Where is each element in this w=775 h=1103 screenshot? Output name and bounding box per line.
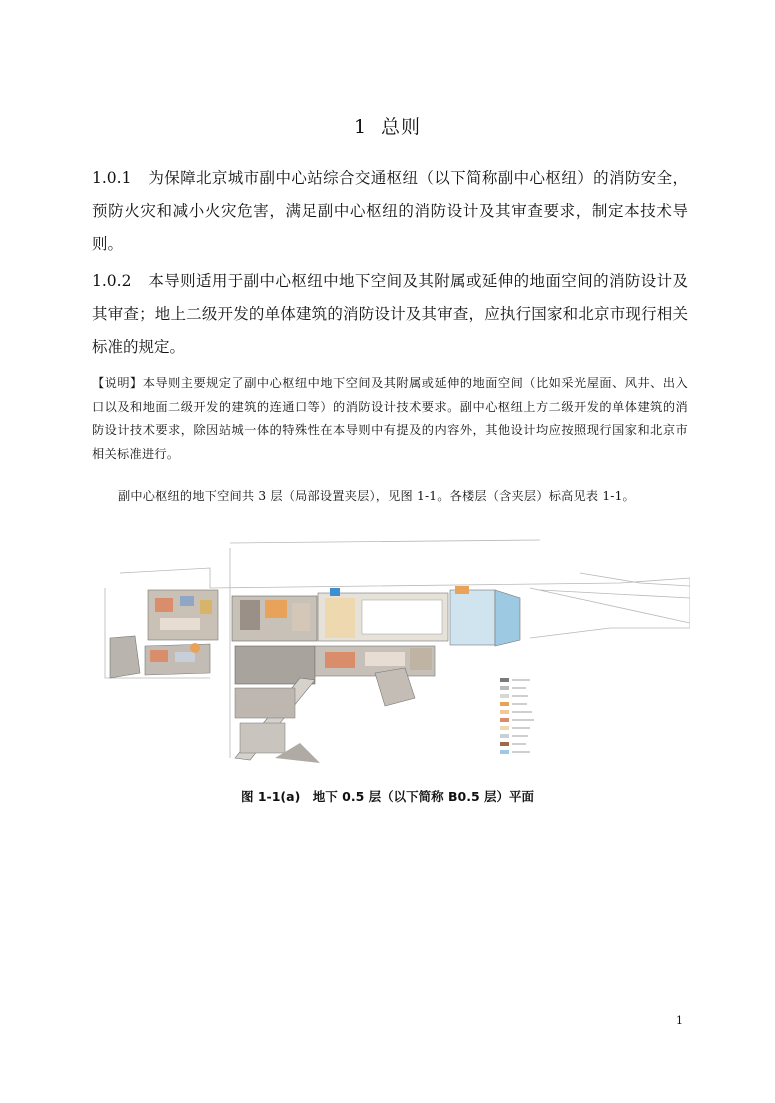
chapter-title: 总则 xyxy=(381,116,422,138)
clause-code: 1.0.1 xyxy=(92,169,132,187)
chapter-number: 1 xyxy=(353,116,368,138)
clause-text: 本导则适用于副中心枢纽中地下空间及其附属或延伸的地面空间的消防设计及其审查；地上二级开发的单体建筑的消防设计及其审查，应执行国家和北京市现行相关标准的规定。 xyxy=(92,272,688,356)
floor-plan-figure xyxy=(100,528,690,766)
clause-text: 为保障北京城市副中心站综合交通枢纽（以下简称副中心枢纽）的消防安全，预防火灾和减小火灾危害，满足副中心枢纽的消防设计及其审查要求，制定本技术导则。 xyxy=(92,169,688,253)
floor-plan-drawing xyxy=(100,528,690,766)
clause-1-0-2 xyxy=(92,265,688,364)
legend xyxy=(500,678,534,754)
central-station-block xyxy=(232,586,520,646)
page-number: 1 xyxy=(676,1014,683,1027)
figure-caption: 图 1-1(a) 地下 0.5 层（以下简称 B0.5 层）平面 xyxy=(240,789,535,804)
page-title xyxy=(0,112,775,139)
floor-reference-text: 副中心枢纽的地下空间共 3 层（局部设置夹层），见图 1-1。各楼层（含夹层）标高见表 1-1。 xyxy=(118,489,635,503)
clause-code: 1.0.2 xyxy=(92,272,132,290)
lower-left-block xyxy=(110,636,210,678)
left-building-block xyxy=(148,590,218,640)
explanation-note: 【说明】本导则主要规定了副中心枢纽中地下空间及其附属或延伸的地面空间（比如采光屋面、风井、出入口以及和地面二级开发的建筑的连通口等）的消防设计技术要求。副中心枢纽上方二级开发的单体建筑的消防设计技术要求，除因站城一体的特殊性在本导则中有提及的内容外，其他设计均应按照现行国家和北京市相关标准进行。 xyxy=(92,376,688,461)
clause-1-0-1 xyxy=(92,162,688,261)
